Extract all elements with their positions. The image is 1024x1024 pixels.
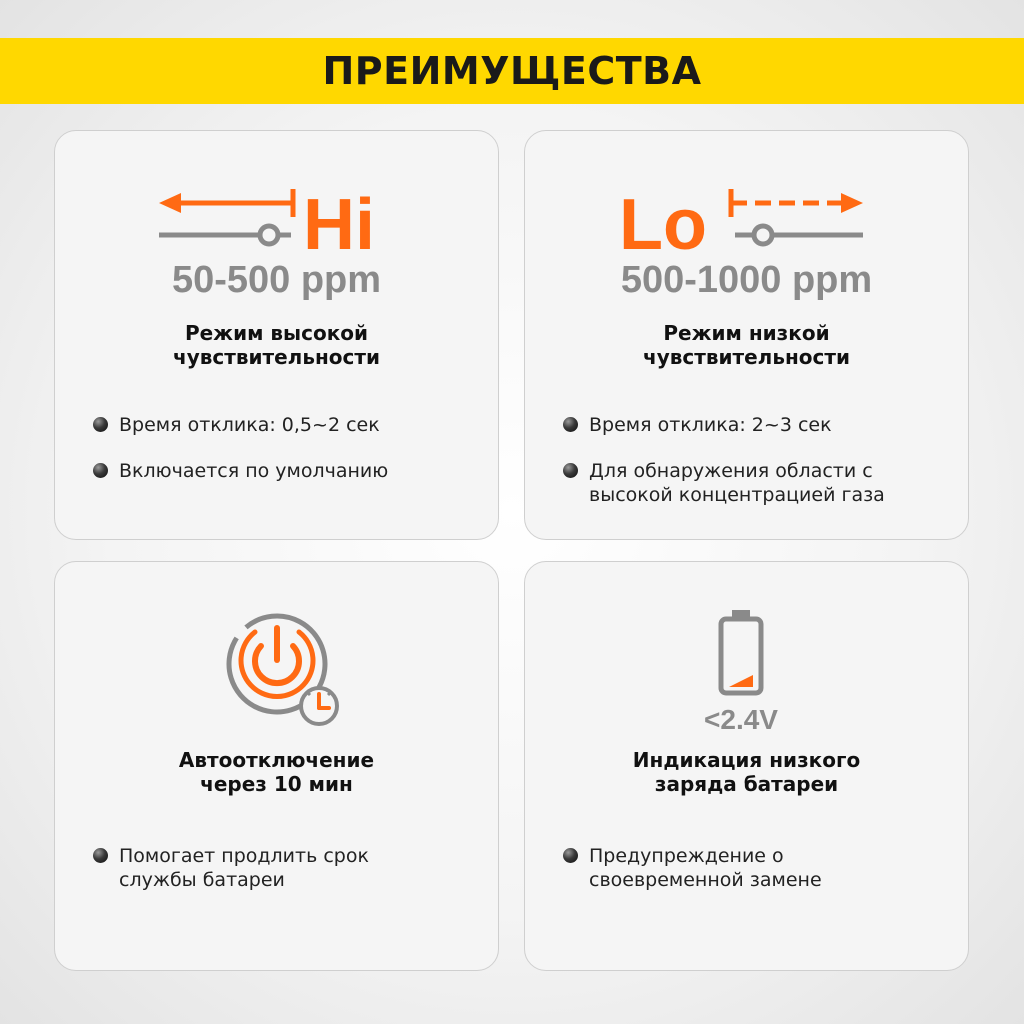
card-title: Автоотключение через 10 мин	[178, 748, 375, 796]
voltage-label: <2.4V	[704, 704, 778, 735]
feature-card-low-sensitivity	[524, 130, 969, 540]
page-title: ПРЕИМУЩЕСТВА	[322, 49, 702, 93]
feature-card-high-sensitivity	[54, 130, 499, 540]
bullet-dot-icon	[563, 848, 578, 863]
bullet-list	[93, 413, 480, 505]
bullet-dot-icon	[93, 463, 108, 478]
list-item: Время отклика: 0,5~2 сек	[93, 413, 480, 437]
header-banner	[0, 38, 1024, 104]
list-item: Помогает продлить срок службы батареи	[93, 844, 480, 892]
card-title: Индикация низкого заряда батареи	[632, 748, 861, 796]
list-item: Время отклика: 2~3 сек	[563, 413, 950, 437]
bullet-list	[93, 844, 480, 914]
arrow-hi-icon	[55, 131, 500, 251]
lo-label: Lo	[619, 185, 707, 251]
range-value: 500-1000 ppm	[620, 259, 873, 301]
bullet-dot-icon	[563, 417, 578, 432]
low-battery-icon	[525, 562, 970, 742]
arrow-lo-icon	[525, 131, 970, 251]
feature-card-auto-off	[54, 561, 499, 971]
feature-card-low-battery	[524, 561, 969, 971]
bullet-list	[563, 413, 950, 529]
hi-label: Hi	[303, 185, 375, 251]
bullet-dot-icon	[563, 463, 578, 478]
list-item: Включается по умолчанию	[93, 459, 480, 483]
bullet-list	[563, 844, 950, 914]
card-title: Режим низкой чувствительности	[642, 321, 850, 369]
bullet-dot-icon	[93, 848, 108, 863]
card-title: Режим высокой чувствительности	[172, 321, 380, 369]
list-item: Предупреждение о своевременной замене	[563, 844, 950, 892]
range-value: 50-500 ppm	[171, 259, 382, 301]
power-timer-icon	[55, 562, 500, 742]
bullet-dot-icon	[93, 417, 108, 432]
list-item: Для обнаружения области с высокой концентрацией газа	[563, 459, 950, 507]
